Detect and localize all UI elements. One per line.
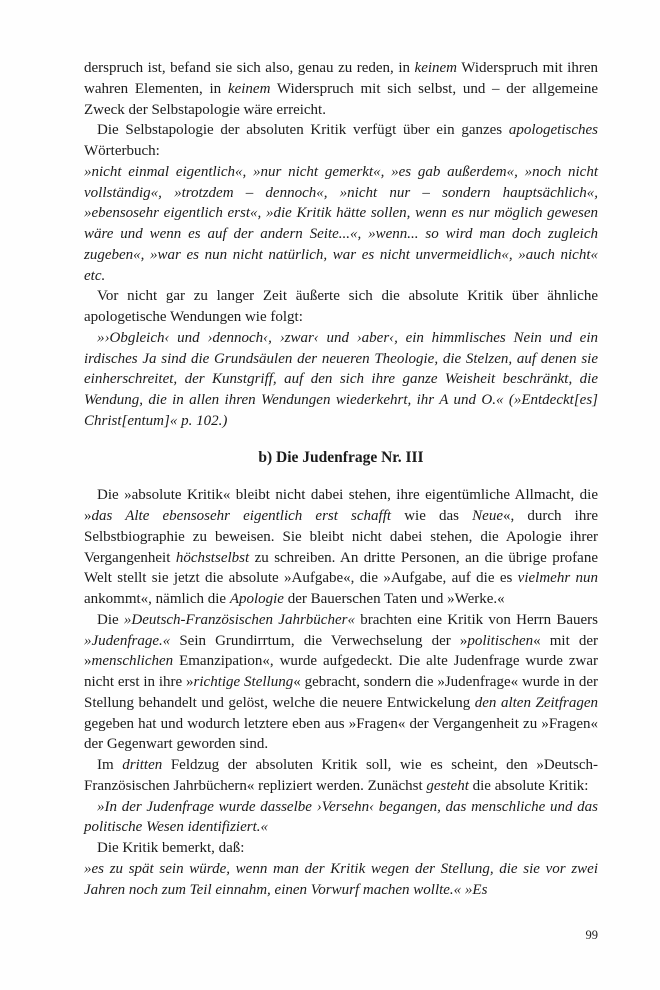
paragraph: »nicht einmal eigentlich«, »nur nicht gemerkt«, »es gab außerdem«, »noch nicht vollständig«, »trotzdem – dennoch«, »nicht nur – sondern hauptsächlich«, »ebensosehr eigentlich erst«, »die Kritik hätte sollen, wenn es nur möglich gewesen wäre und wenn es auf der andern Seite...«, »wenn... so wird man doch zugleich zugeben«, »war es nun nicht natürlich, war es nicht unvermeidlich«, »auch nicht« etc. — [84, 163, 598, 284]
section-heading: b) Die Judenfrage Nr. III — [258, 448, 424, 466]
paragraph: Vor nicht gar zu langer Zeit äußerte sich die absolute Kritik über ähnliche apologetische Wendungen wie folgt: — [84, 288, 598, 325]
paragraph: derspruch ist, befand sie sich also, genau zu reden, in keinem Widerspruch mit ihren wahren Elementen, in keinem Widerspruch mit sich selbst, und – der allgemeine Zweck der Selbstapologie wäre erreicht. — [84, 60, 598, 118]
paragraph: »›Obgleich‹ und ›dennoch‹, ›zwar‹ und ›aber‹, ein himmlisches Nein und ein irdisches Ja sind die Grundsäulen der neueren Theologie, die Stelzen, auf denen sie einherschreitet, der Kunstgriff, auf den sich ihre ganze Weisheit beschränkt, die Wendung, die in allen ihren Wendungen wiederkehrt, ihr A und O.« (»Entdeckt[es] Christ[entum]« p. 102.) — [84, 329, 598, 429]
paragraph: »In der Judenfrage wurde dasselbe ›Versehn‹ begangen, das menschliche und das politische Wesen identifiziert.« — [84, 798, 598, 836]
paragraph: Die Selbstapologie der absoluten Kritik verfügt über ein ganzes apologetisches Wörterbuch: — [84, 122, 598, 159]
text-block — [84, 58, 598, 900]
paragraph: Die »absolute Kritik« bleibt nicht dabei stehen, ihre eigentümliche Allmacht, die »das Alte ebensosehr eigentlich erst schafft wie das Neue«, durch ihre Selbstbiographie zu beweisen. Sie bleibt nicht dabei stehen, die Apologie ihrer Vergangenheit höchstselbst zu schreiben. An dritte Personen, an die übrige profane Welt stellt sie jetzt die absolute »Aufgabe«, die »Aufgabe, auf die es vielmehr nun ankommt«, nämlich die Apologie der Bauerschen Taten und »Werke.« — [84, 487, 598, 607]
paragraph: »es zu spät sein würde, wenn man der Kritik wegen der Stellung, die sie vor zwei Jahren noch zum Teil einnahm, einen Vorwurf machen wollte.« »Es — [84, 860, 598, 898]
paragraph: Die »Deutsch-Französischen Jahrbücher« brachten eine Kritik von Herrn Bauers »Judenfrage.« Sein Grundirrtum, die Verwechselung der »politischen« mit der »menschlichen Emanzipation«, wurde aufgedeckt. Die alte Judenfrage wurde zwar nicht erst in ihre »richtige Stellung« gebracht, sondern die »Judenfrage« wurde in der Stellung behandelt und gelöst, welche die neuere Entwickelung den alten Zeitfragen gegeben hat und wodurch letztere eben aus »Fragen« der Vergangenheit zu »Fragen« der Gegenwart geworden sind. — [84, 611, 599, 753]
paragraph: Im dritten Feldzug der absoluten Kritik soll, wie es scheint, den »Deutsch-Französischen Jahrbüchern« repliziert werden. Zunächst gesteht die absolute Kritik: — [84, 757, 598, 794]
page-number: 99 — [585, 928, 598, 942]
paragraph: Die Kritik bemerkt, daß: — [97, 840, 245, 856]
